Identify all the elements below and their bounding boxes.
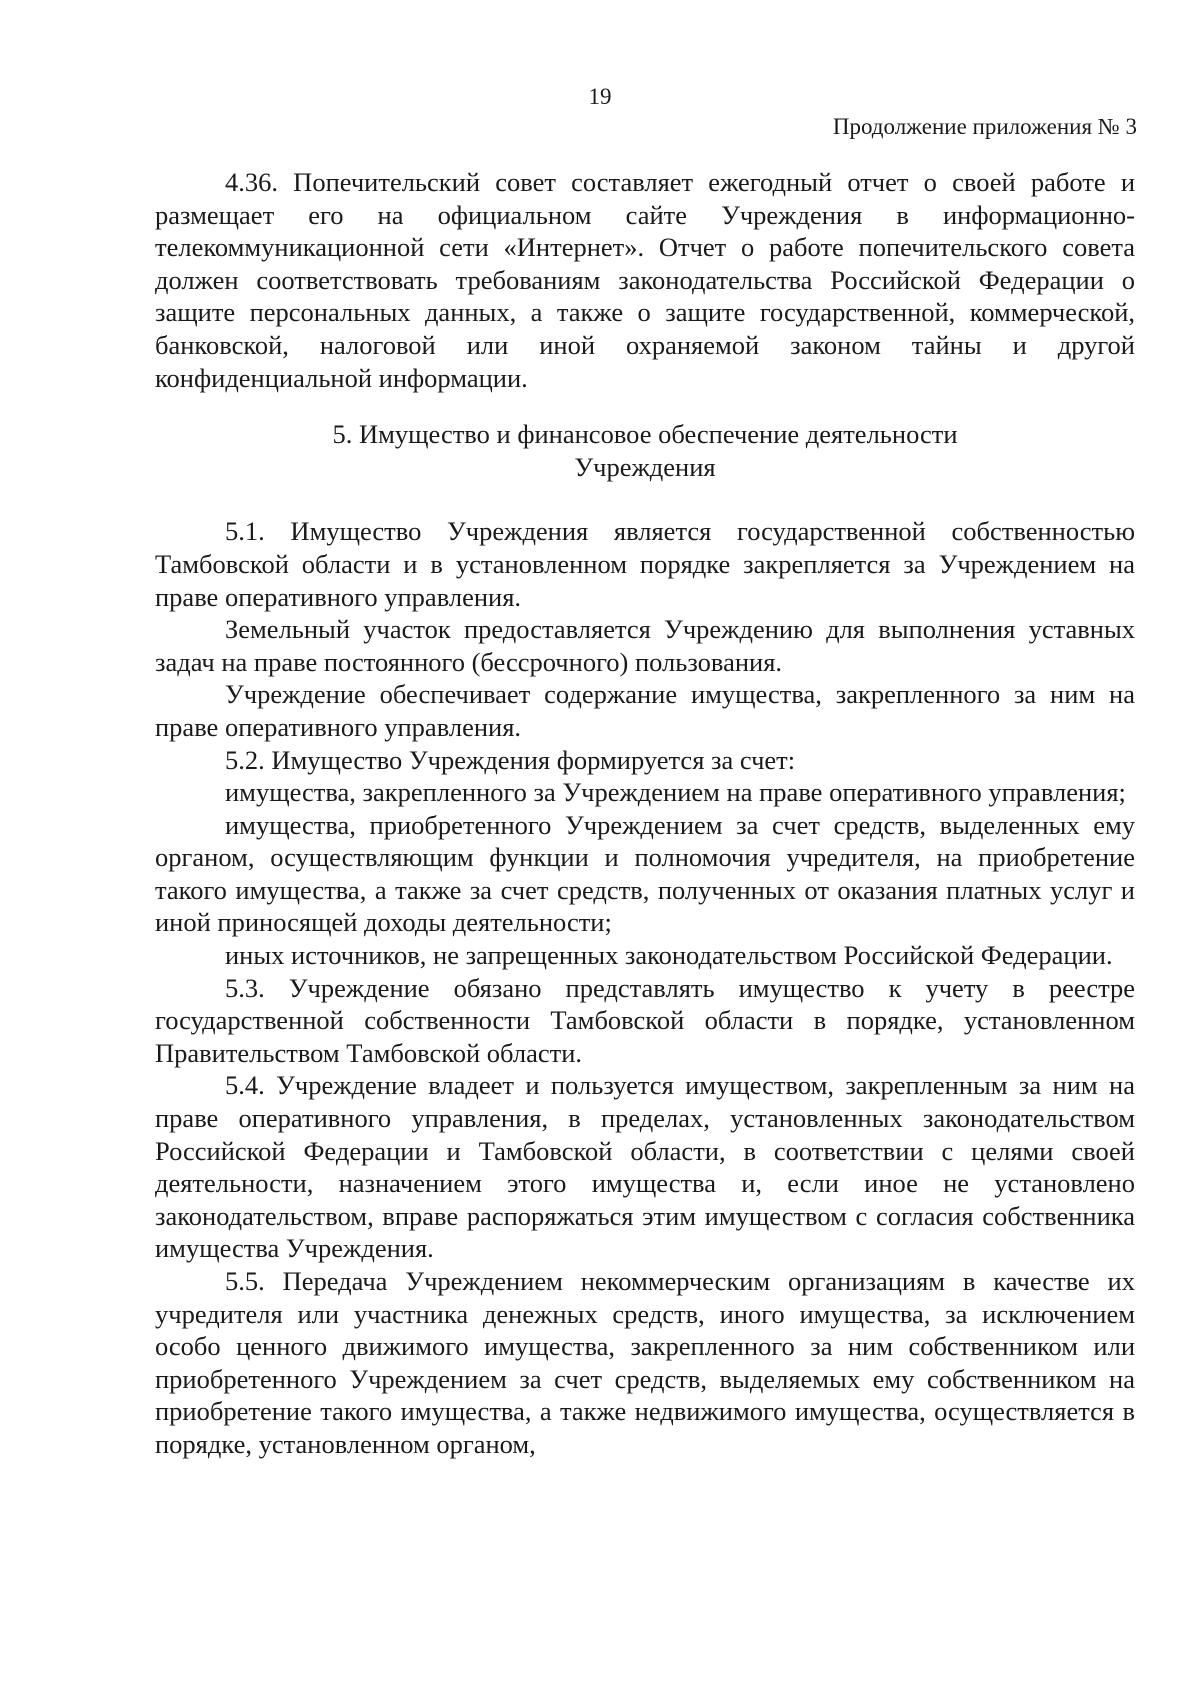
paragraph-5-1: 5.1. Имущество Учреждения является государственной собственностью Тамбовской области и в установленном порядке закрепляется за Учреждением на праве оперативного управления. [155,516,1135,612]
section-5-heading [155,418,1135,483]
paragraph-5-2-item-2: имущества, приобретенного Учреждением за счет средств, выделенных ему органом, осуществляющим функции и полномочия учредителя, на приобретение такого имущества, а также за счет средств, полученных от оказания платных услуг и иной приносящей доходы деятельности; [155,809,1135,938]
paragraph-5-4: 5.4. Учреждение владеет и пользуется имуществом, закрепленным за ним на праве оперативного управления, в пределах, установленных законодательством Российской Федерации и Тамбовской области, в соответствии с целями своей деятельности, назначением этого имущества и, если иное не установлено законодательством, вправе распоряжаться этим имуществом с согласия собственника имущества Учреждения. [155,1070,1135,1264]
paragraph-5-2: 5.2. Имущество Учреждения формируется за счет: [225,744,796,775]
paragraph-5-5: 5.5. Передача Учреждением некоммерческим организациям в качестве их учредителя или участника денежных средств, иного имущества, за исключением особо ценного движимого имущества, закрепленного за ним собственником или приобретенного Учреждением за счет средств, выделяемых ему собственником на приобретение такого имущества, а также недвижимого имущества, осуществляется в порядке, установленном органом, [155,1266,1135,1459]
document-body [155,166,1135,1461]
paragraph-5-2-item-3: иных источников, не запрещенных законодательством Российской Федерации. [225,940,1113,971]
paragraph-4-36: 4.36. Попечительский совет составляет ежегодный отчет о своей работе и размещает его на официальном сайте Учреждения в информационно-телекоммуникационной сети «Интернет». Отчет о работе попечительского совета должен соответствовать требованиям законодательства Российской Федерации о защите персональных данных, а также о защите государственной, коммерческой, банковской, налоговой или иной охраняемой законом тайны и другой конфиденциальной информации. [155,167,1135,393]
paragraph-maintenance: Учреждение обеспечивает содержание имущества, закрепленного за ним на праве оперативного управления. [155,679,1135,742]
page-number: 19 [588,84,612,109]
paragraph-land-plot: Земельный участок предоставляется Учреждению для выполнения уставных задач на праве постоянного (бессрочного) пользования. [155,614,1135,677]
section-5-heading-line-1: 5. Имущество и финансовое обеспечение деятельности [332,419,958,450]
paragraph-5-2-item-1: имущества, закрепленного за Учреждением на праве оперативного управления; [225,777,1126,808]
paragraph-5-3: 5.3. Учреждение обязано представлять имущество к учету в реестре государственной собственности Тамбовской области в порядке, установленном Правительством Тамбовской области. [155,972,1135,1068]
appendix-continuation-note: Продолжение приложения № 3 [832,114,1137,139]
section-5-heading-line-2: Учреждения [574,451,716,482]
